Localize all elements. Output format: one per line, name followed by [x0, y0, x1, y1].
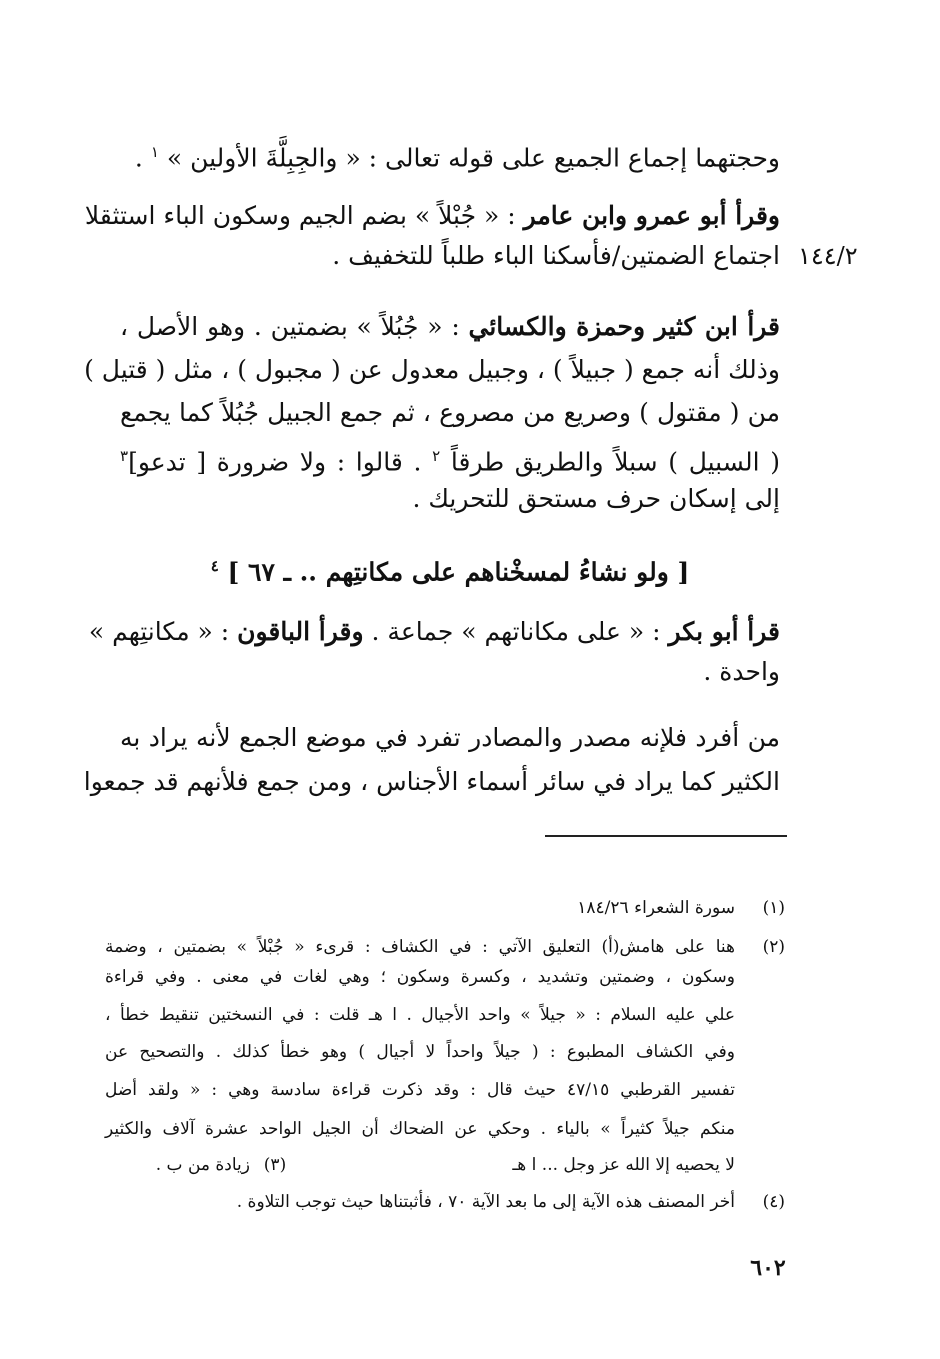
footnote-1-text: سورة الشعراء ١٨٤/٢٦ — [577, 898, 735, 918]
footnote-3-number: (٣) — [263, 1155, 287, 1175]
verse-heading — [120, 546, 780, 592]
text-line-12: الكثير كما يراد في سائر أسماء الأجناس ، ومن جمع فلأنهم قد جمعوا — [83, 767, 780, 796]
reader-ibn-kathir: قرأ ابن كثير وحمزة والكسائي — [468, 312, 781, 341]
text-line-4 — [120, 307, 780, 347]
footnote-separator — [545, 835, 787, 837]
footnote-2-line-6: منكم جيلاً كثيراً » بالياء . وحكي عن الضحاك أن الجيل الواحد عشرة آلاف والكثير — [105, 1119, 735, 1139]
footnote-1-number: (١) — [762, 898, 785, 918]
footnote-2-line-2: وسكون ، وضمتين وتشديد ، وكسرة وسكون ؛ وهي لغات في معنى . وفي قراءة — [105, 967, 735, 987]
line-9-end: : « مكانتِهم » — [88, 617, 230, 646]
footnote-4-number: (٤) — [762, 1192, 785, 1212]
line-4-text: : « جُبُلاً » بضمتين . وهو الأصل ، — [120, 312, 460, 341]
footnote-2-line-1: هنا على هامش(أ) التعليق الآتي : في الكشاف : قرىء « جُبْلاً » بضمتين ، وضمة — [105, 937, 735, 957]
line-7-text: ( السبيل ) سبلاً والطريق طرقاً — [450, 447, 780, 477]
footnote-ref-2: ٢ — [432, 447, 441, 465]
text-line-11: من أفرد فلإنه مصدر والمصادر تفرد في موضع الجمع لأنه يراد به — [120, 723, 780, 752]
footnote-2-number: (٢) — [762, 937, 785, 957]
footnote-4-text: أخر المصنف هذه الآية إلى ما بعد الآية ٧٠ ، فأثبتناها حيث توجب التلاوة . — [236, 1192, 735, 1212]
text-line-9 — [88, 612, 780, 652]
footnote-ref-3: ٣ — [120, 447, 129, 465]
footnote-2-line-5: تفسير القرطبي ٤٧/١٥ حيث قال : وقد ذكرت قراءة سادسة وهي : « ولقد أضل — [105, 1080, 735, 1100]
text-line-2 — [84, 196, 780, 236]
text-line-10: واحدة . — [703, 657, 780, 686]
line-1-text: وحجتهما إجماع الجميع على قوله تعالى : « والجِبِلَّةَ الأولين » — [166, 143, 780, 173]
page-number: ٦٠٢ — [750, 1255, 786, 1281]
text-line-6: من ( مقتول ) وصريع من مصروع ، ثم جمع الجبيل جُبُلاً كما يجمع — [120, 398, 780, 427]
margin-reference: ١٤٤/٢ — [798, 242, 858, 270]
footnote-ref-1: ١ — [150, 143, 159, 161]
text-line-8: إلى إسكان حرف مستحق للتحريك . — [412, 484, 780, 513]
verse-text: [ ولو نشاءُ لمسخْناهم على مكانتِهم .. ـ ٦٧ ] — [227, 557, 690, 587]
text-line-5: وذلك أنه جمع ( جبيلاً ) ، وجبيل معدول عن ( مجبول ) ، مثل ( قتيل ) — [84, 355, 780, 384]
text-line-7 — [120, 436, 780, 482]
footnote-3-text: زيادة من ب . — [155, 1155, 250, 1175]
readers-remaining: وقرأ الباقون — [237, 617, 364, 646]
text-line-1 — [120, 132, 780, 178]
reader-abu-amr: وقرأ أبو عمرو وابن عامر — [523, 201, 780, 230]
line-7-text-b: . قالوا : ولا ضرورة [ تدعو] — [128, 447, 422, 477]
footnote-2-line-4: وفي الكشاف المطبوع : ( جيلاً واحداً لا أجيال ) وهو خطأ كذلك . والتصحيح عن — [105, 1042, 735, 1062]
footnote-ref-4: ٤ — [210, 557, 219, 575]
footnote-2-line-7: لا يحصيه إلا الله عز وجل ... ا هـ — [512, 1155, 735, 1175]
text-line-3: اجتماع الضمتين/فأسكنا الباء طلباً للتخفيف . — [332, 241, 780, 270]
footnote-2-line-3: علي عليه السلام : « جيلاً » واحد الأجيال . ا هـ قلت : في النسختين تنقيط خطأ ، — [105, 1005, 735, 1025]
reader-abu-bakr: قرأ أبو بكر — [668, 617, 780, 646]
line-2-text: : « جُبْلاً » بضم الجيم وسكون الباء استثقلا — [84, 201, 516, 230]
line-9-text: : « على مكاناتهم » جماعة . — [371, 617, 661, 646]
line-1-end: . — [134, 143, 143, 173]
